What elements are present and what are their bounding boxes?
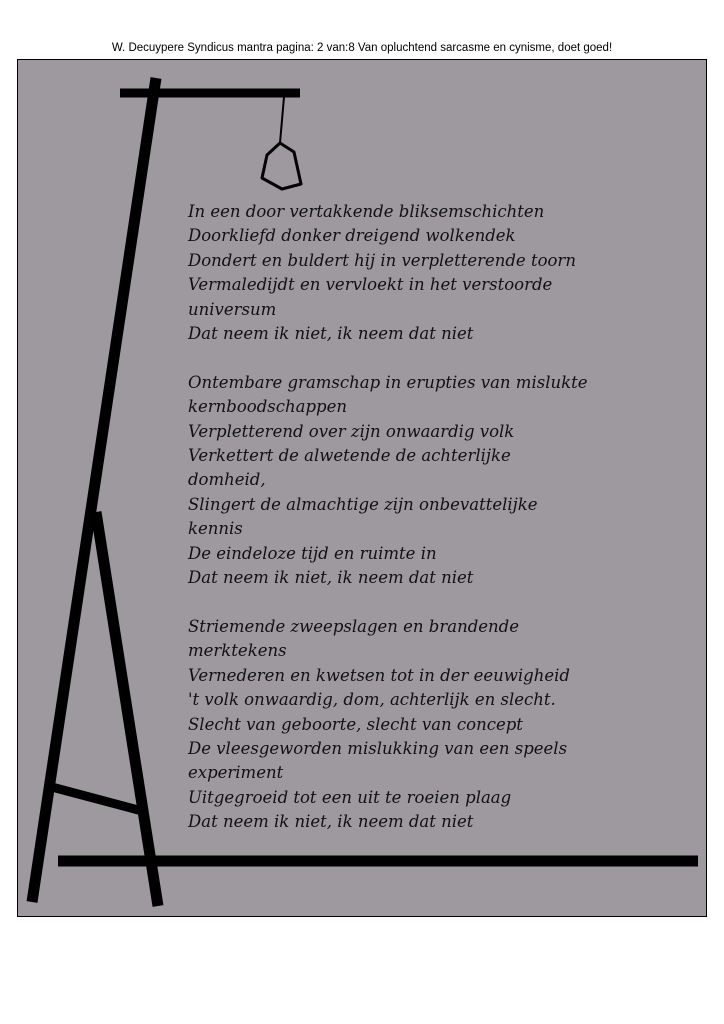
poem-line: Slecht van geboorte, slecht van concept [188,714,523,734]
poem-stanza-3 [188,615,688,835]
poem-line: Uitgegroeid tot een uit te roeien plaag [188,787,512,807]
poem-stanza-1 [188,200,688,346]
poem-line: universum [188,299,277,319]
poem-line: Dondert en buldert hij in verpletterende toorn [188,250,576,270]
noose-loop [262,143,301,189]
poem-line: Dat neem ik niet, ik neem dat niet [188,568,474,588]
poem-line: Verkettert de alwetende de achterlijke [188,446,511,466]
poem-line: experiment [188,763,284,783]
poem-line: De eindeloze tijd en ruimte in [188,543,437,563]
poem-line: domheid, [188,470,266,490]
poem-line: kennis [188,519,243,539]
poem-line: Dat neem ik niet, ik neem dat niet [188,812,474,832]
page-header: W. Decuypere Syndicus mantra pagina: 2 van:8 Van opluchtend sarcasme en cynisme, doet goed! [111,42,613,54]
poem-line: 't volk onwaardig, dom, achterlijk en slecht. [188,690,556,710]
poem-line: merktekens [188,641,287,661]
gallows-brace [48,786,142,811]
poem-panel [17,59,707,917]
poem-line: Verpletterend over zijn onwaardig volk [188,421,515,441]
gallows-leg [96,512,158,906]
poem-line: Dat neem ik niet, ik neem dat niet [188,324,474,344]
poem-stanza-2 [188,371,688,591]
poem-line: De vleesgeworden mislukking van een speels [188,738,568,758]
noose-rope [280,97,284,143]
poem-line: kernboodschappen [188,397,347,417]
poem-line: Vernederen en kwetsen tot in der eeuwigheid [188,665,570,685]
poem-line: In een door vertakkende bliksemschichten [188,202,545,221]
poem-text [188,200,688,835]
poem-line: Striemende zweepslagen en brandende [188,616,519,636]
poem-line: Ontembare gramschap in erupties van mislukte [188,372,588,392]
poem-line: Vermaledijdt en vervloekt in het verstoorde [188,275,553,295]
poem-line: Doorkliefd donker dreigend wolkendek [188,226,516,246]
poem-line: Slingert de almachtige zijn onbevattelijke [188,494,538,514]
